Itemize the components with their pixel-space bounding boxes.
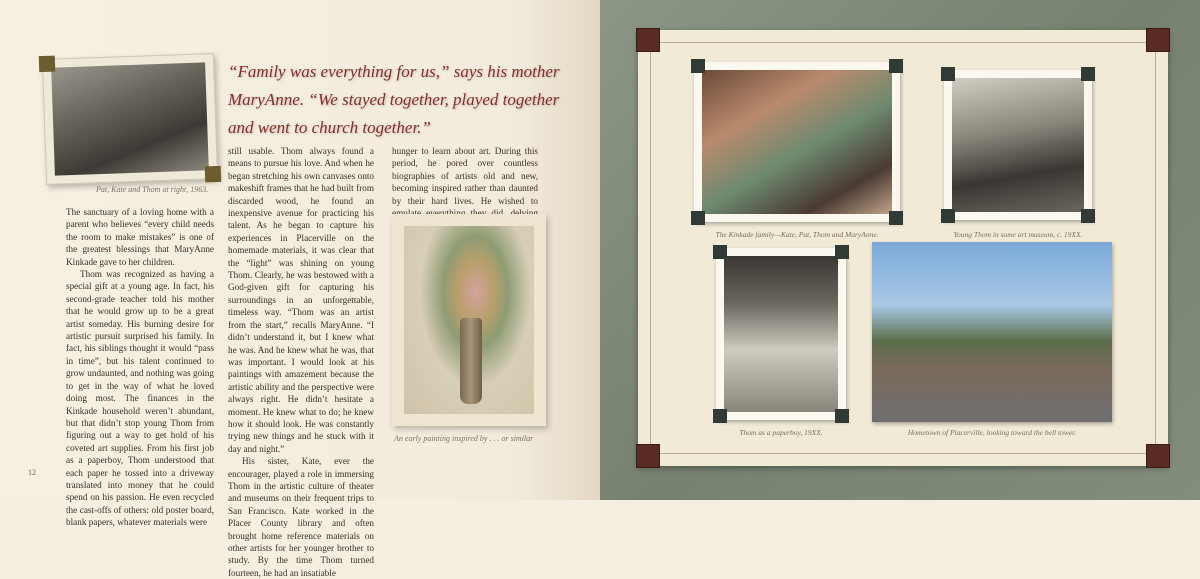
vase-shape <box>460 318 482 404</box>
photo-corner <box>941 67 955 81</box>
paragraph: The sanctuary of a loving home with a parent who believes “every child needs the room to make mistakes” is one of the greatest blessings that MaryAnne Kinkade gave to her children. <box>66 207 214 267</box>
text-column-2 <box>228 145 374 579</box>
painting-caption: An early painting inspired by . . . or similar <box>394 434 534 443</box>
photo-paperboy <box>716 248 846 420</box>
photo-kinkade-family <box>694 62 900 222</box>
photo-corner <box>205 166 222 183</box>
text-column-1 <box>66 206 214 529</box>
photo-image <box>952 78 1084 212</box>
family-photo-children <box>42 53 218 185</box>
photo-corner <box>713 409 727 423</box>
photo-image <box>872 242 1112 422</box>
photo-art-museum <box>944 70 1092 220</box>
photo-corner <box>889 211 903 225</box>
paragraph: hunger to learn about art. During this period, he pored over countless biographies of artists old and new, becoming inspired rather than daunted by their hard lives. He wished to <box>392 146 538 206</box>
photo-corner <box>713 245 727 259</box>
photo-corner <box>835 245 849 259</box>
photo-image <box>51 62 209 175</box>
photo-corner <box>889 59 903 73</box>
board-corner <box>1146 28 1170 52</box>
photo-corner <box>39 56 56 73</box>
photo-caption: The Kinkade family—Kate, Pat, Thom and MaryAnne. <box>715 230 879 239</box>
paragraph: His sister, Kate, ever the encourager, played a role in immersing Thom in the artistic culture of theater and museums on their frequent trips to San Francisco. Kate worked in the Placer County library and often brought home reference materials on other artists for her younger brother to study. By the time Thom turned fourteen, he had an insatiable <box>228 456 374 578</box>
photo-corner <box>835 409 849 423</box>
paragraph: still usable. Thom always found a means to pursue his love. And when he began stretching his own canvases onto makeshift frames that he had built from discarded wood, he found an inexpensive avenue for practicing his talent. As he began to capture his experiences in Placerville on the homemade materials, it was clear that the “light” was shining on young Thom. Clearly, he was bestowed with a God-given gift for capturing his surroundings in an unforgettable, timeless way. “Thom was an artist from the start,” recalls MaryAnne. “I didn’t understand it, but I knew what he was. And he knew what he was, that was important. I would look at his paintings with amazement because the artistic ability and the perspective were always right. He didn’t hesitate a moment. He knew what to do; he knew how it should look. He was constantly trying new things and he stuck with it day and night.” <box>228 146 374 454</box>
photo-caption: Thom as a paperboy, 19XX. <box>739 428 823 437</box>
right-page <box>600 0 1200 500</box>
photo-caption: Hometown of Placerville, looking toward the bell tower. <box>907 428 1077 437</box>
photo-corner <box>1081 209 1095 223</box>
photo-corner <box>1081 67 1095 81</box>
board-corner <box>1146 444 1170 468</box>
photo-caption: Pat, Kate and Thom at right, 1963. <box>96 185 209 194</box>
photo-placerville <box>872 242 1112 422</box>
photo-caption: Young Thom in some art museum, c. 19XX. <box>953 230 1083 239</box>
photo-corner <box>691 211 705 225</box>
pull-quote: “Family was everything for us,” says his mother MaryAnne. “We stayed together, played together and went to church together.” <box>228 62 560 137</box>
board-corner <box>636 444 660 468</box>
board-corner <box>636 28 660 52</box>
photo-corner <box>941 209 955 223</box>
scrapbook-board <box>638 30 1168 466</box>
photo-image <box>724 256 838 412</box>
paragraph: Thom was recognized as having a special gift at a young age. In fact, his second-grade teacher told his mother that he would grow up to be a great artist someday. His burning desire for artistic pursuit surprised his family. In fact, his siblings thought it would “pass in time”, but his talent continued to grow undaunted, and nothing was going to get in the way of what he loved doing most. The finances in the Kinkade household weren’t abundant, but that didn’t stop young Thom from figuring out a way to get hold of his coveted art supplies. From his first job as a paperboy, Thom understood that each paper he tossed into a driveway translated into money that he could spend on his passion. He even recycled the cast-offs of others: old poster board, blank papers, whatever materials were <box>66 269 214 528</box>
photo-corner <box>691 59 705 73</box>
early-painting <box>392 214 546 426</box>
page-number: 12 <box>28 468 36 477</box>
painting-canvas <box>404 226 534 414</box>
photo-image <box>702 70 892 214</box>
left-page <box>0 0 600 578</box>
